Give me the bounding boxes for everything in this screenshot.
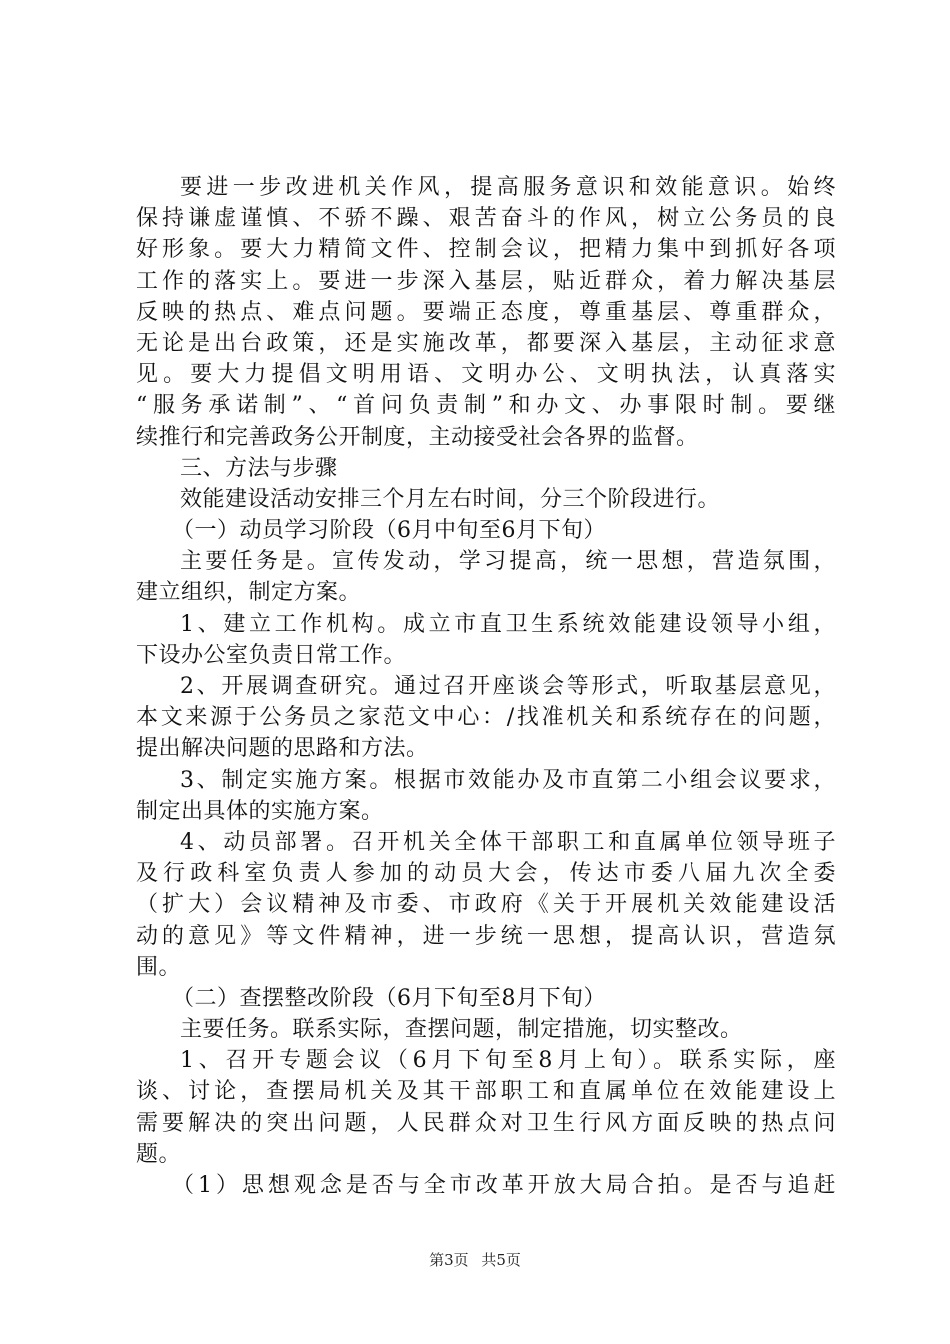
paragraph-line: 1、建立工作机构。成立市直卫生系统效能建设领导小组， bbox=[180, 611, 836, 637]
paragraph-line: 题。 bbox=[136, 1141, 182, 1167]
page-number: 第3页 bbox=[429, 1251, 469, 1269]
paragraph-line: 2、开展调查研究。通过召开座谈会等形式，听取基层意见， bbox=[180, 674, 836, 699]
paragraph-line: 3、制定实施方案。根据市效能办及市直第二小组会议要求， bbox=[180, 767, 836, 793]
paragraph-line: 好形象。要大力精简文件、控制会议，把精力集中到抓好各项 bbox=[136, 237, 836, 263]
paragraph-line: 续推行和完善政务公开制度，主动接受社会各界的监督。 bbox=[136, 424, 699, 450]
paragraph-line: 提出解决问题的思路和方法。 bbox=[136, 736, 429, 762]
paragraph-line: “服务承诺制”、“首问负责制”和办文、办事限时制。要继 bbox=[136, 393, 836, 419]
stage-heading: （一）动员学习阶段（6月中旬至6月下旬） bbox=[172, 518, 606, 544]
paragraph-line: （扩大）会议精神及市委、市政府《关于开展机关效能建设活 bbox=[136, 892, 836, 918]
stage-heading: （二）查摆整改阶段（6月下旬至8月下旬） bbox=[172, 985, 606, 1011]
paragraph-line: 主要任务。联系实际，查摆问题，制定措施，切实整改。 bbox=[180, 1017, 743, 1043]
paragraph-line: 谈、讨论，查摆局机关及其干部职工和直属单位在效能建设上 bbox=[136, 1079, 836, 1105]
paragraph-line: 1、召开专题会议（6月下旬至8月上旬）。联系实际，座 bbox=[180, 1048, 836, 1074]
paragraph-line: 动的意见》等文件精神，进一步统一思想，提高认识，营造氛 bbox=[136, 923, 836, 949]
paragraph-line: 效能建设活动安排三个月左右时间，分三个阶段进行。 bbox=[180, 486, 721, 512]
paragraph-line: （1）思想观念是否与全市改革开放大局合拍。是否与追赶 bbox=[172, 1173, 836, 1198]
paragraph-line: 见。要大力提倡文明用语、文明办公、文明执法，认真落实 bbox=[136, 362, 836, 388]
paragraph-line: 主要任务是。宣传发动，学习提高，统一思想，营造氛围， bbox=[180, 549, 836, 575]
paragraph-line: 制定出具体的实施方案。 bbox=[136, 798, 384, 824]
paragraph-line: 围。 bbox=[136, 954, 182, 980]
document-body bbox=[136, 172, 836, 1201]
paragraph-line: 建立组织，制定方案。 bbox=[136, 580, 362, 606]
paragraph-line: 下设办公室负责日常工作。 bbox=[136, 642, 407, 668]
paragraph-line: 及行政科室负责人参加的动员大会，传达市委八届九次全委 bbox=[136, 861, 836, 887]
paragraph-line: 保持谦虚谨慎、不骄不躁、艰苦奋斗的作风，树立公务员的良 bbox=[136, 206, 836, 232]
paragraph-line: 无论是出台政策，还是实施改革，都要深入基层，主动征求意 bbox=[136, 330, 836, 356]
paragraph-line: 本文来源于公务员之家范文中心：/找准机关和系统存在的问题， bbox=[136, 705, 836, 731]
page-footer bbox=[0, 1250, 950, 1270]
paragraph-line: 要进一步改进机关作风，提高服务意识和效能意识。始终 bbox=[180, 175, 836, 200]
paragraph-line: 反映的热点、难点问题。要端正态度，尊重基层、尊重群众， bbox=[136, 299, 836, 325]
paragraph-line: 工作的落实上。要进一步深入基层，贴近群众，着力解决基层 bbox=[136, 268, 836, 294]
paragraph-line: 需要解决的突出问题，人民群众对卫生行风方面反映的热点问 bbox=[136, 1110, 836, 1136]
paragraph-line: 4、动员部署。召开机关全体干部职工和直属单位领导班子 bbox=[180, 829, 836, 855]
page-total: 共5页 bbox=[481, 1251, 521, 1269]
section-heading: 三、方法与步骤 bbox=[180, 455, 338, 481]
